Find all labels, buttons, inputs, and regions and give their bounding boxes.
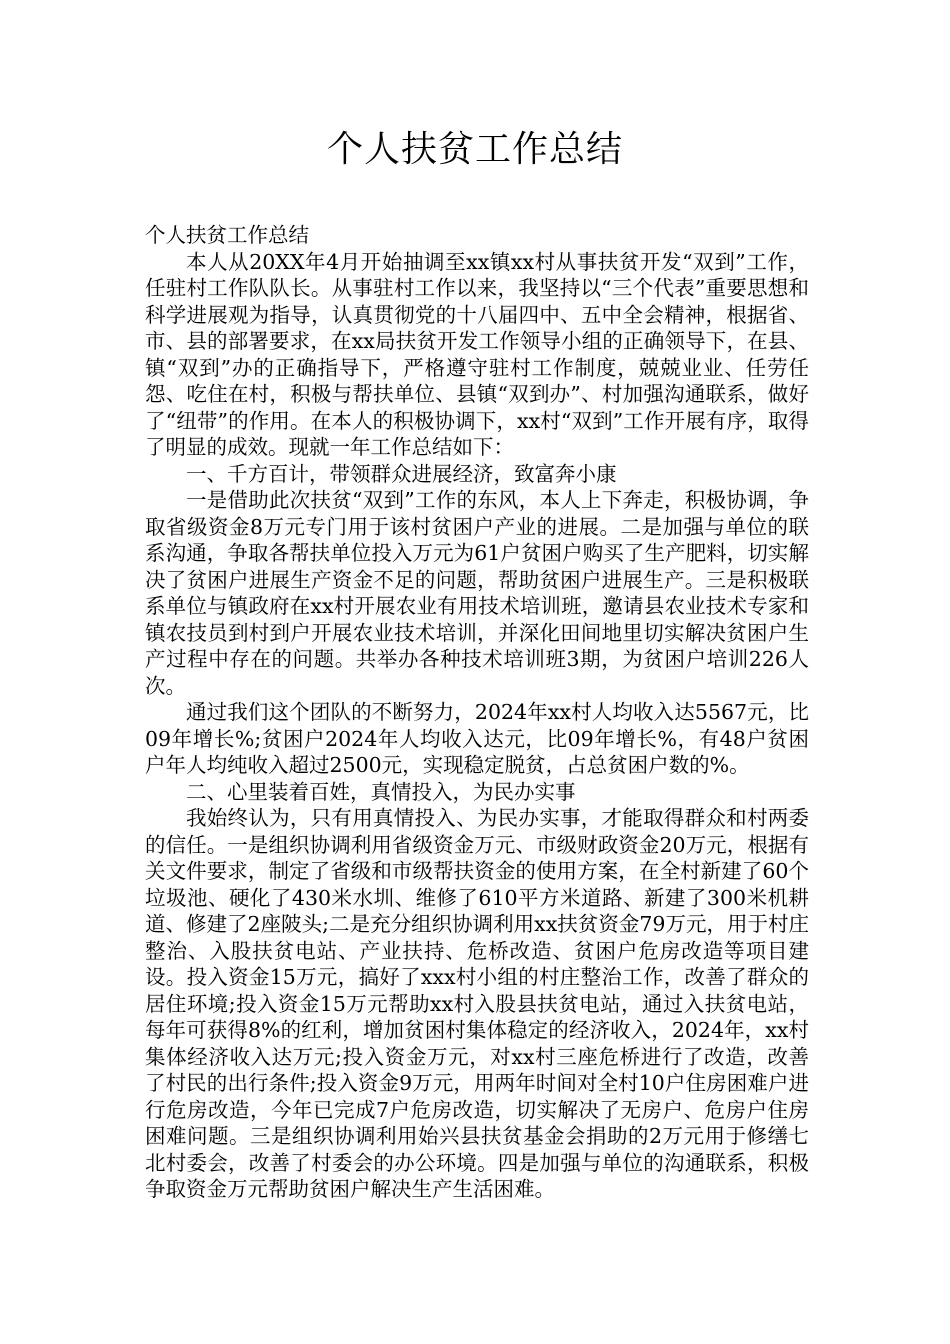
document-paragraph: 通过我们这个团队的不断努力，2024年xx村人均收入达5567元，比09年增长%;贫困户2024年人均收入达元，比09年增长%，有48户贫困户年人均纯收入超过2500元，实现稳定脱贫，占总贫困户数的%。 — [145, 700, 809, 777]
document-title: 个人扶贫工作总结 — [326, 129, 623, 170]
document-paragraph: 个人扶贫工作总结 — [145, 223, 309, 247]
document-paragraph: 本人从20XX年4月开始抽调至xx镇xx村从事扶贫开发“双到”工作，任驻村工作队队长。从事驻村工作以来，我坚持以“三个代表”重要思想和科学进展观为指导，认真贯彻党的十八届四中、五中全会精神，根据省、市、县的部署要求，在xx局扶贫开发工作领导小组的正确领导下，在县、镇“双到”办的正确指导下，严格遵守驻村工作制度，兢兢业业、任劳任怨、吃住在村，积极与帮扶单位、县镇“双到办”、村加强沟通联系，做好了“纽带”的作用。在本人的积极协调下，xx村“双到”工作开展有序，取得了明显的成效。现就一年工作总结如下： — [145, 249, 809, 459]
document-body — [145, 222, 809, 1203]
document-paragraph: 一是借助此次扶贫“双到”工作的东风，本人上下奔走，积极协调，争取省级资金8万元专门用于该村贫困户产业的进展。二是加强与单位的联系沟通，争取各帮扶单位投入万元为61户贫困户购买了生产肥料，切实解决了贫困户进展生产资金不足的问题，帮助贫困户进展生产。三是积极联系单位与镇政府在xx村开展农业有用技术培训班，邀请县农业技术专家和镇农技员到村到户开展农业技术培训，并深化田间地里切实解决贫困户生产过程中存在的问题。共举办各种技术培训班3期，为贫困户培训226人次。 — [145, 488, 809, 698]
document-paragraph: 我始终认为，只有用真情投入、为民办实事，才能取得群众和村两委的信任。一是组织协调利用省级资金万元、市级财政资金20万元，根据有关文件要求，制定了省级和市级帮扶资金的使用方案，在全村新建了60个垃圾池、硬化了430米水圳、维修了610平方米道路、新建了300米机耕道、修建了2座陂头;二是充分组织协调利用xx扶贫资金79万元，用于村庄整治、入股扶贫电站、产业扶持、危桥改造、贫困户危房改造等项目建设。投入资金15万元，搞好了xxx村小组的村庄整治工作，改善了群众的居住环境;投入资金15万元帮助xx村入股县扶贫电站，通过入扶贫电站，每年可获得8%的红利，增加贫困村集体稳定的经济收入，2024年，xx村集体经济收入达万元;投入资金万元，对xx村三座危桥进行了改造，改善了村民的出行条件;投入资金9万元，用两年时间对全村10户住房困难户进行危房改造，今年已完成7户危房改造，切实解决了无房户、危房户住房困难问题。三是组织协调利用始兴县扶贫基金会捐助的2万元用于修缮七北村委会，改善了村委会的办公环境。四是加强与单位的沟通联系，积极争取资金万元帮助贫困户解决生产生活困难。 — [145, 806, 809, 1201]
document-paragraph: 二、心里装着百姓，真情投入，为民办实事 — [186, 779, 576, 804]
document-paragraph: 一、千方百计，带领群众进展经济，致富奔小康 — [186, 461, 617, 486]
